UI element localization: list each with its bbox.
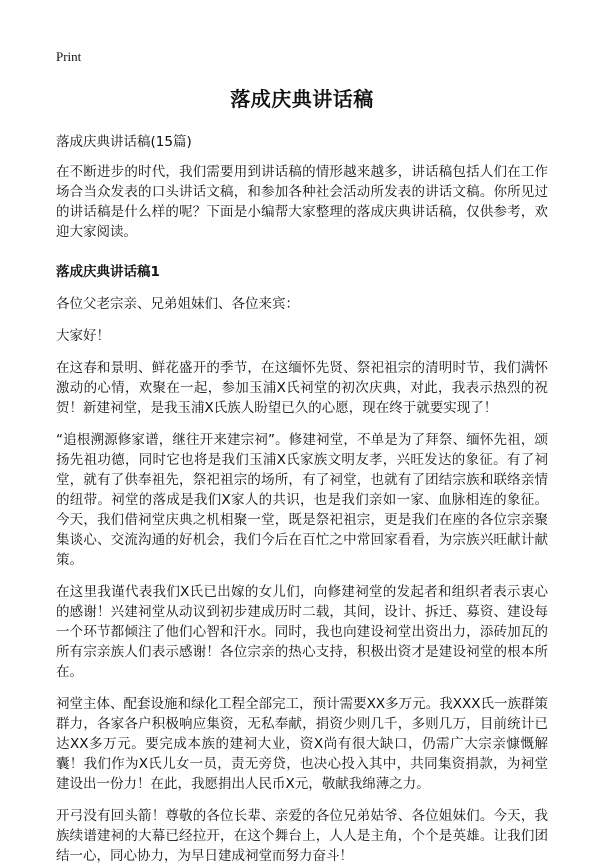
body-paragraph: 祠堂主体、配套设施和绿化工程全部完工，预计需要XX多万元。我XXX氏一族群策群力，各家各户积极响应集资，无私奉献，捐资少则几千，多则几万，目前统计已达XX多万元。要完成本族的建祠大业，资X尚有很大缺口，仍需广大宗亲慷慨解囊！我们作为X氏儿女一员，责无旁贷，也决心投入其中，共同集资捐款，为祠堂建设出一份力！在此，我愿捐出人民币X元，敬献我绵薄之力。 [56,696,548,792]
body-paragraph: “追根溯源修家谱，继往开来建宗祠”。修建祠堂，不单是为了拜祭、缅怀先祖，颂扬先祖功德，同时它也将是我们玉浦X氏家族文明友孝，兴旺发达的象征。有了祠堂，就有了供奉祖先，祭祀祖宗的场所，有了祠堂，也就有了团结宗族和联络亲情的纽带。祠堂的落成是我们X家人的共识，也是我们亲如一家、血脉相连的象征。今天，我们借祠堂庆典之机相聚一堂，既是祭祀祖宗，更是我们在座的各位宗亲聚集谈心、交流沟通的好机会，我们今后在百忙之中常回家看看，为宗族兴旺献计献策。 [56,432,548,568]
document-subtitle: 落成庆典讲话稿(15篇) [56,134,192,150]
print-link[interactable]: Print [56,49,82,64]
greeting-paragraph: 大家好！ [56,328,110,344]
salutation-paragraph: 各位父老宗亲、兄弟姐妹们、各位来宾： [56,296,299,312]
intro-paragraph: 在不断进步的时代，我们需要用到讲话稿的情形越来越多，讲话稿包括人们在工作场合当众发表的口头讲话文稿，和参加各种社会活动所发表的讲话文稿。你所见过的讲话稿是什么样的呢？下面是小编帮大家整理的落成庆典讲话稿，仅供参考，欢迎大家阅读。 [56,164,548,240]
body-paragraph: 在这里我谨代表我们X氏已出嫁的女儿们，向修建祠堂的发起者和组织者表示衷心的感谢！兴建祠堂从动议到初步建成历时二载，其间，设计、拆迁、募资、建设每一个环节都倾注了他们心智和汗水。同时，我也向建设祠堂出资出力，添砖加瓦的所有宗亲族人们表示感谢！各位宗亲的热心支持，积极出资才是建设祠堂的根本所在。 [56,584,548,680]
body-paragraph: 在这春和景明、鲜花盛开的季节，在这缅怀先贤、祭祀祖宗的清明时节，我们满怀激动的心情，欢聚在一起，参加玉浦X氏祠堂的初次庆典，对此，我表示热烈的祝贺！新建祠堂，是我玉浦X氏族人盼望已久的心愿，现在终于就要实现了！ [56,360,548,416]
body-paragraph: 开弓没有回头箭！尊敬的各位长辈、亲爱的各位兄弟姑爷、各位姐妹们。今天，我族续谱建祠的大幕已经拉开，在这个舞台上，人人是主角，个个是英雄。让我们团结一心，同心协力，为早日建成祠堂而努力奋斗！ [56,808,548,864]
document-title: 落成庆典讲话稿 [230,87,374,111]
section-heading: 落成庆典讲话稿1 [56,264,160,280]
